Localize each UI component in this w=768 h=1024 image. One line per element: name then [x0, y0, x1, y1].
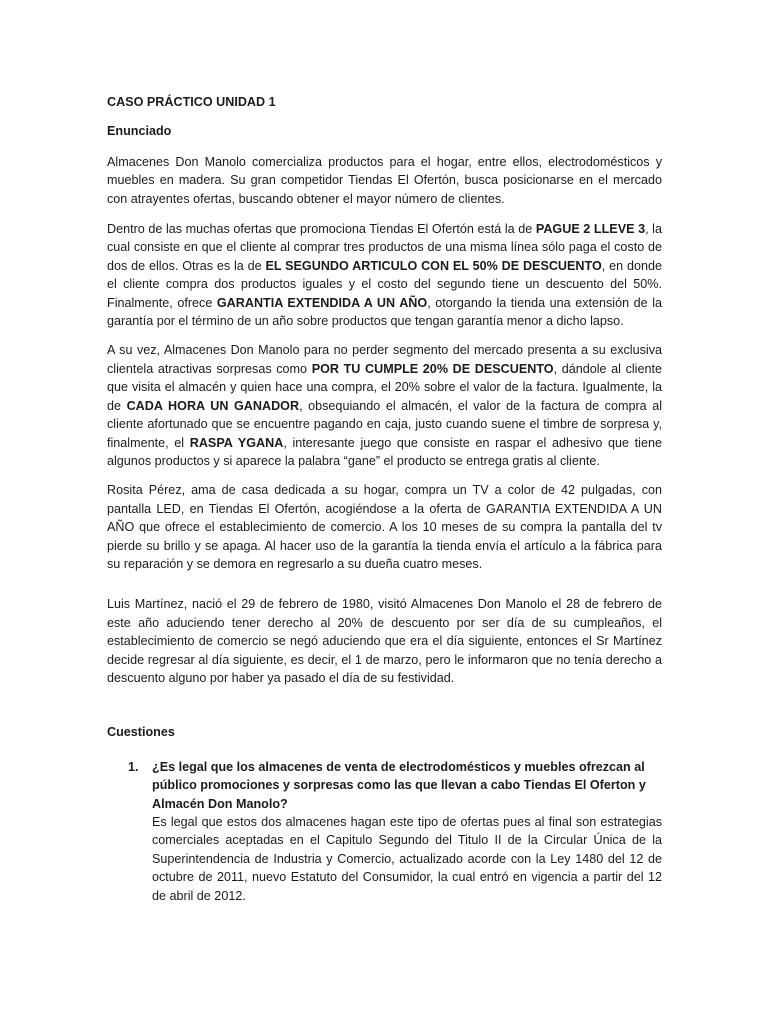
enunciado-heading: Enunciado — [107, 124, 172, 139]
text-run: , obsequiando el almacén, el valor de la factura de compra al cliente afortunado que se encuentre pagando en caja, justo cuando suene el timbre de sorpresa y, finalmente, el — [107, 398, 663, 450]
text-run: Dentro de las muchas ofertas que promociona Tiendas El Ofertón está la de — [107, 222, 536, 237]
offer-segundo-articulo: EL SEGUNDO ARTICULO CON EL 50% DE DESCUENTO — [265, 258, 602, 273]
offer-cada-hora-un-ganador: CADA HORA UN GANADOR — [126, 398, 300, 413]
offer-por-tu-cumple: POR TU CUMPLE 20% DE DESCUENTO — [311, 361, 554, 376]
question-number: 1. — [128, 759, 139, 774]
cuestiones-heading: Cuestiones — [107, 725, 175, 740]
question-item — [107, 758, 662, 905]
paragraph-intro: Almacenes Don Manolo comercializa productos para el hogar, entre ellos, electrodomésticos y muebles en madera. Su gran competidor Tiendas El Ofertón, busca posicionarse en el mercado con atrayentes ofertas, buscando obtener el mayor número de clientes. — [107, 154, 662, 206]
offer-garantia-extendida: GARANTIA EXTENDIDA A UN AÑO — [216, 295, 428, 310]
paragraph-rosita-case: Rosita Pérez, ama de casa dedicada a su hogar, compra un TV a color de 42 pulgadas, con pantalla LED, en Tiendas El Ofertón, acogiéndose a la oferta de GARANTIA EXTENDIDA A UN AÑO que ofrece el establecimiento de comercio. A los 10 meses de su compra la pantalla del tv pierde su brillo y se apaga. Al hacer uso de la garantía la tienda envía el artículo a la fábrica para su reparación y se demora en regresarlo a su dueña cuatro meses. — [107, 483, 662, 571]
text-run: , en donde el cliente compra dos productos iguales y el costo del segundo tiene un descuento del 50%. Finalmente, ofrece — [107, 258, 662, 310]
answer-text: Es legal que estos dos almacenes hagan este tipo de ofertas pues al final son estrategias comerciales aceptadas en el Capitulo Segundo del Titulo II de la Circular Única de la Superintendencia de Industria y Comercio, actualizado acorde con la Ley 1480 del 12 de octubre de 2011, nuevo Estatuto del Consumidor, la cual entró en vigencia a partir del 12 de abril de 2012. — [152, 815, 662, 903]
paragraph-luis-case: Luis Martínez, nació el 29 de febrero de 1980, visitó Almacenes Don Manolo el 28 de febrero de este año aduciendo tener derecho al 20% de descuento por ser día de su cumpleaños, el establecimiento de comercio se negó aduciendo que era el día siguiente, entonces el Sr Martínez decide regresar al día siguiente, es decir, el 1 de marzo, pero le informaron que no tenía derecho a descuento alguno por haber ya pasado el día de su festividad. — [107, 597, 662, 685]
text-run: , otorgando la tienda una extensión de la garantía por el término de un año sobre productos que tengan garantía menor a dicho lapso. — [107, 295, 662, 329]
document-title: CASO PRÁCTICO UNIDAD 1 — [107, 95, 276, 109]
offer-pague-2-lleve-3: PAGUE 2 LLEVE 3 — [535, 222, 646, 237]
paragraph-oferton-offers — [107, 220, 662, 330]
text-run: , la cual consiste en que el cliente al comprar tres productos de una misma línea sólo paga el costo de dos de ellos. Otras es la de — [107, 222, 662, 273]
paragraph-don-manolo-offers — [107, 341, 662, 470]
text-run: A su vez, Almacenes Don Manolo para no perder segmento del mercado presenta a su exclusiva clientela atractivas sorpresas como — [107, 343, 662, 376]
offer-raspa-y-gana: RASPA YGANA — [189, 435, 284, 450]
text-run: , interesante juego que consiste en raspar el adhesivo que tiene algunos productos y si aparece la palabra “gane” el producto se entrega gratis al cliente. — [107, 435, 662, 468]
question-text: ¿Es legal que los almacenes de venta de electrodomésticos y muebles ofrezcan al público promociones y sorpresas como las que llevan a cabo Tiendas El Oferton y Almacén Don Manolo? — [152, 759, 646, 811]
text-run: , dándole al cliente que visita el almacén y quien hace una compra, el 20% sobre el valor de la factura. Igualmente, la de — [107, 361, 662, 413]
